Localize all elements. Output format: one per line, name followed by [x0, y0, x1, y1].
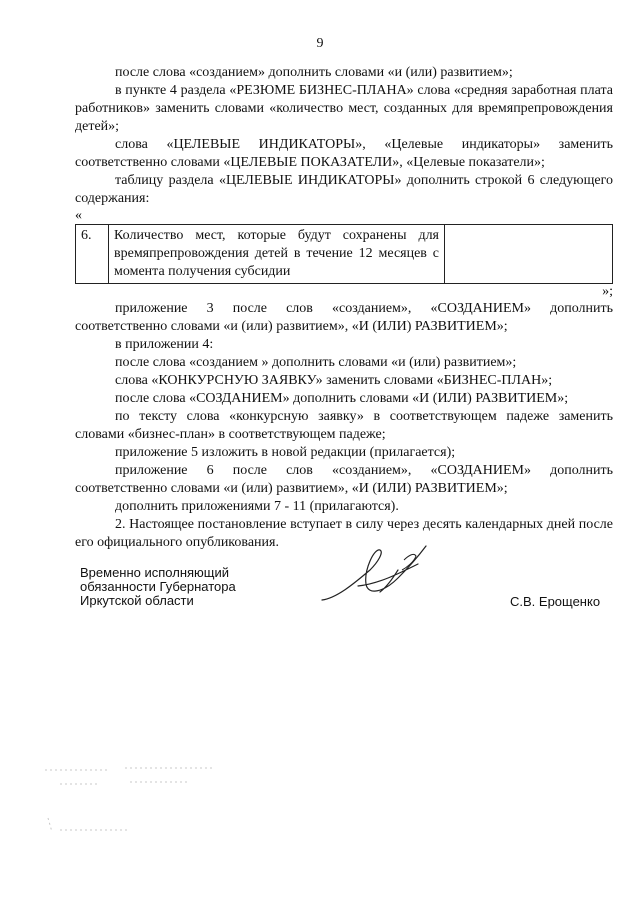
paragraph: слова «ЦЕЛЕВЫЕ ИНДИКАТОРЫ», «Целевые индикаторы» заменить соответственно словами «ЦЕЛЕВЫЕ ПОКАЗАТЕЛИ», «Целевые показатели»;: [75, 137, 613, 170]
open-quote: «: [75, 208, 82, 223]
row-description: Количество мест, которые будут сохранены для времяпрепровождения детей в течение 12 месяцев с момента получения субсидии: [109, 225, 445, 284]
signatory-title-line: Временно исполняющий: [80, 565, 230, 580]
indicator-table: [75, 224, 613, 284]
row-value: [445, 225, 613, 284]
signatory-title-line: обязанности Губернатора: [80, 579, 236, 594]
paragraph: таблицу раздела «ЦЕЛЕВЫЕ ИНДИКАТОРЫ» дополнить строкой 6 следующего содержания:: [75, 173, 613, 206]
paragraph: после слова «созданием » дополнить словами «и (или) развитием»;: [115, 355, 517, 370]
signer-name: С.В. Ерощенко: [510, 594, 601, 609]
paragraph: дополнить приложениями 7 - 11 (прилагаются).: [115, 499, 399, 514]
signatory-title: [80, 566, 236, 608]
faint-stamp-marks: [40, 760, 240, 840]
row-number: 6.: [76, 225, 109, 284]
table-row: [76, 225, 613, 284]
paragraph: в пункте 4 раздела «РЕЗЮМЕ БИЗНЕС-ПЛАНА» слова «средняя заработная плата работников» заменить словами «количество мест, созданных для времяпрепровождения детей»;: [75, 83, 613, 134]
paragraph: после слова «созданием» дополнить словами «и (или) развитием»;: [115, 65, 513, 80]
paragraph: приложение 5 изложить в новой редакции (прилагается);: [115, 445, 456, 460]
close-quote: »;: [602, 284, 613, 299]
paragraph: приложение 6 после слов «созданием», «СОЗДАНИЕМ» дополнить соответственно словами «и (или) развитием», «И (ИЛИ) РАЗВИТИЕМ»;: [75, 463, 613, 496]
paragraph: 2. Настоящее постановление вступает в силу через десять календарных дней после его официального опубликования.: [75, 517, 613, 550]
paragraph: после слова «СОЗДАНИЕМ» дополнить словами «И (ИЛИ) РАЗВИТИЕМ»;: [115, 391, 569, 406]
paragraph: слова «КОНКУРСНУЮ ЗАЯВКУ» заменить словами «БИЗНЕС-ПЛАН»;: [115, 373, 553, 388]
paragraph: в приложении 4:: [115, 337, 214, 352]
document-body: [75, 64, 613, 552]
signatory-title-line: Иркутской области: [80, 593, 194, 608]
paragraph: по тексту слова «конкурсную заявку» в соответствующем падеже заменить словами «бизнес-план» в соответствующем падеже;: [75, 409, 613, 442]
paragraph: приложение 3 после слов «созданием», «СОЗДАНИЕМ» дополнить соответственно словами «и (или) развитием», «И (ИЛИ) РАЗВИТИЕМ»;: [75, 301, 613, 334]
handwritten-signature: [318, 540, 438, 610]
page-number: 9: [316, 36, 324, 51]
